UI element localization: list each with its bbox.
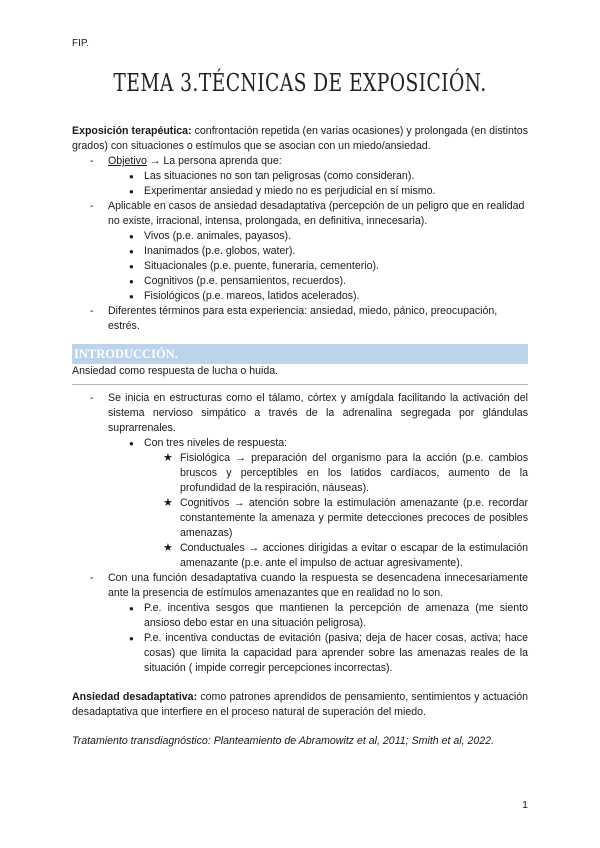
list-item: ● Inanimados (p.e. globos, water). bbox=[108, 244, 528, 259]
desadaptativa-text: como patrones aprendidos de pensamiento, sentimientos y actuación desadaptativa que interfiere en el proceso natural de superación del miedo. bbox=[72, 691, 529, 718]
tratamiento-note: Tratamiento transdiagnóstico: Planteamiento de Abramowitz et al, 2011; Smith et al, 2022. bbox=[72, 735, 495, 747]
niveles-text: Con tres niveles de respuesta: bbox=[144, 437, 288, 449]
list-item: ● Experimentar ansiedad y miedo no es perjudicial en sí mismo. bbox=[108, 184, 528, 199]
objetivo-text: → La persona aprenda que: bbox=[146, 155, 282, 167]
list-item bbox=[108, 436, 528, 571]
funcion-text: Con una función desadaptativa cuando la respuesta se desencadena innecesariamente ante la presencia de estímulos amenazantes que en realidad no lo son. bbox=[108, 572, 528, 599]
page-title: TEMA 3.TÉCNICAS DE EXPOSICIÓN. bbox=[113, 69, 487, 97]
page-number: 1 bbox=[522, 799, 528, 811]
aplicable-text: Aplicable en casos de ansiedad desadaptativa (percepción de un peligro que en realidad no existe, irracional, intensa, prolongada, en definitiva, innecesaria). bbox=[108, 200, 525, 227]
list-item: ● Fisiológicos (p.e. mareos, latidos acelerados). bbox=[108, 289, 528, 304]
list-item: ● Situacionales (p.e. puente, funeraria, cementerio). bbox=[108, 259, 528, 274]
page-header: FIP. bbox=[72, 38, 90, 49]
intro-list bbox=[72, 391, 528, 676]
objetivo-sublist bbox=[108, 169, 528, 199]
list-item: ● Vivos (p.e. animales, payasos). bbox=[108, 229, 528, 244]
list-item bbox=[72, 154, 528, 199]
intro-subtitle: Ansiedad como respuesta de lucha o huida. bbox=[72, 365, 279, 377]
funcion-sublist bbox=[108, 601, 528, 676]
list-item bbox=[72, 199, 528, 304]
document-body bbox=[72, 124, 528, 749]
list-item bbox=[72, 391, 528, 571]
list-item: ★ Fisiológica → preparación del organismo para la acción (p.e. cambios bruscos y perceptibles en los latidos cardíacos, aumento de la profundidad de la respiración, náuseas). bbox=[144, 451, 528, 496]
section-heading-introduccion: INTRODUCCIÓN. bbox=[72, 344, 528, 364]
list-item bbox=[72, 571, 528, 676]
desadaptativa-paragraph bbox=[72, 690, 528, 720]
list-item: - Diferentes términos para esta experiencia: ansiedad, miedo, pánico, preocupación, estrés. bbox=[72, 304, 528, 334]
exposicion-list bbox=[72, 154, 528, 334]
exposicion-text: confrontación repetida (en varias ocasiones) y prolongada (en distintos grados) con situaciones o estímulos que se asocian con un miedo/ansiedad. bbox=[72, 125, 528, 152]
list-item: ● P.e. incentiva sesgos que mantienen la percepción de amenaza (me siento ansioso debo estar en una situación peligrosa). bbox=[108, 601, 528, 631]
list-item: ★ Conductuales → acciones dirigidas a evitar o escapar de la estimulación amenazante (p.e. ante el impulso de actuar agresivamente). bbox=[144, 541, 528, 571]
aplicable-sublist bbox=[108, 229, 528, 304]
exposicion-definition bbox=[72, 124, 528, 154]
list-item: ● Cognitivos (p.e. pensamientos, recuerdos). bbox=[108, 274, 528, 289]
list-item: ● P.e. incentiva conductas de evitación (pasiva; deja de hacer cosas, activa; hace cosas) que limita la capacidad para aprender sobre las amenazas reales de la situación ( impide corregir percepciones incorrectas). bbox=[108, 631, 528, 676]
inicio-text: Se inicia en estructuras como el tálamo, córtex y amígdala facilitando la activación del sistema nervioso simpático a través de la adrenalina segregada por glándulas suprarrenales. bbox=[108, 392, 528, 434]
niveles-star-list bbox=[144, 451, 528, 571]
niveles-sublist bbox=[108, 436, 528, 571]
desadaptativa-term: Ansiedad desadaptativa: bbox=[72, 691, 198, 703]
divider bbox=[72, 384, 528, 385]
objetivo-label: Objetivo bbox=[108, 155, 147, 167]
list-item: ★ Cognitivos → atención sobre la estimulación amenazante (p.e. recordar constantemente la amenaza y permite detecciones precoces de posibles amenazas) bbox=[144, 496, 528, 541]
exposicion-term: Exposición terapéutica: bbox=[72, 125, 192, 137]
list-item: ● Las situaciones no son tan peligrosas (como consideran). bbox=[108, 169, 528, 184]
